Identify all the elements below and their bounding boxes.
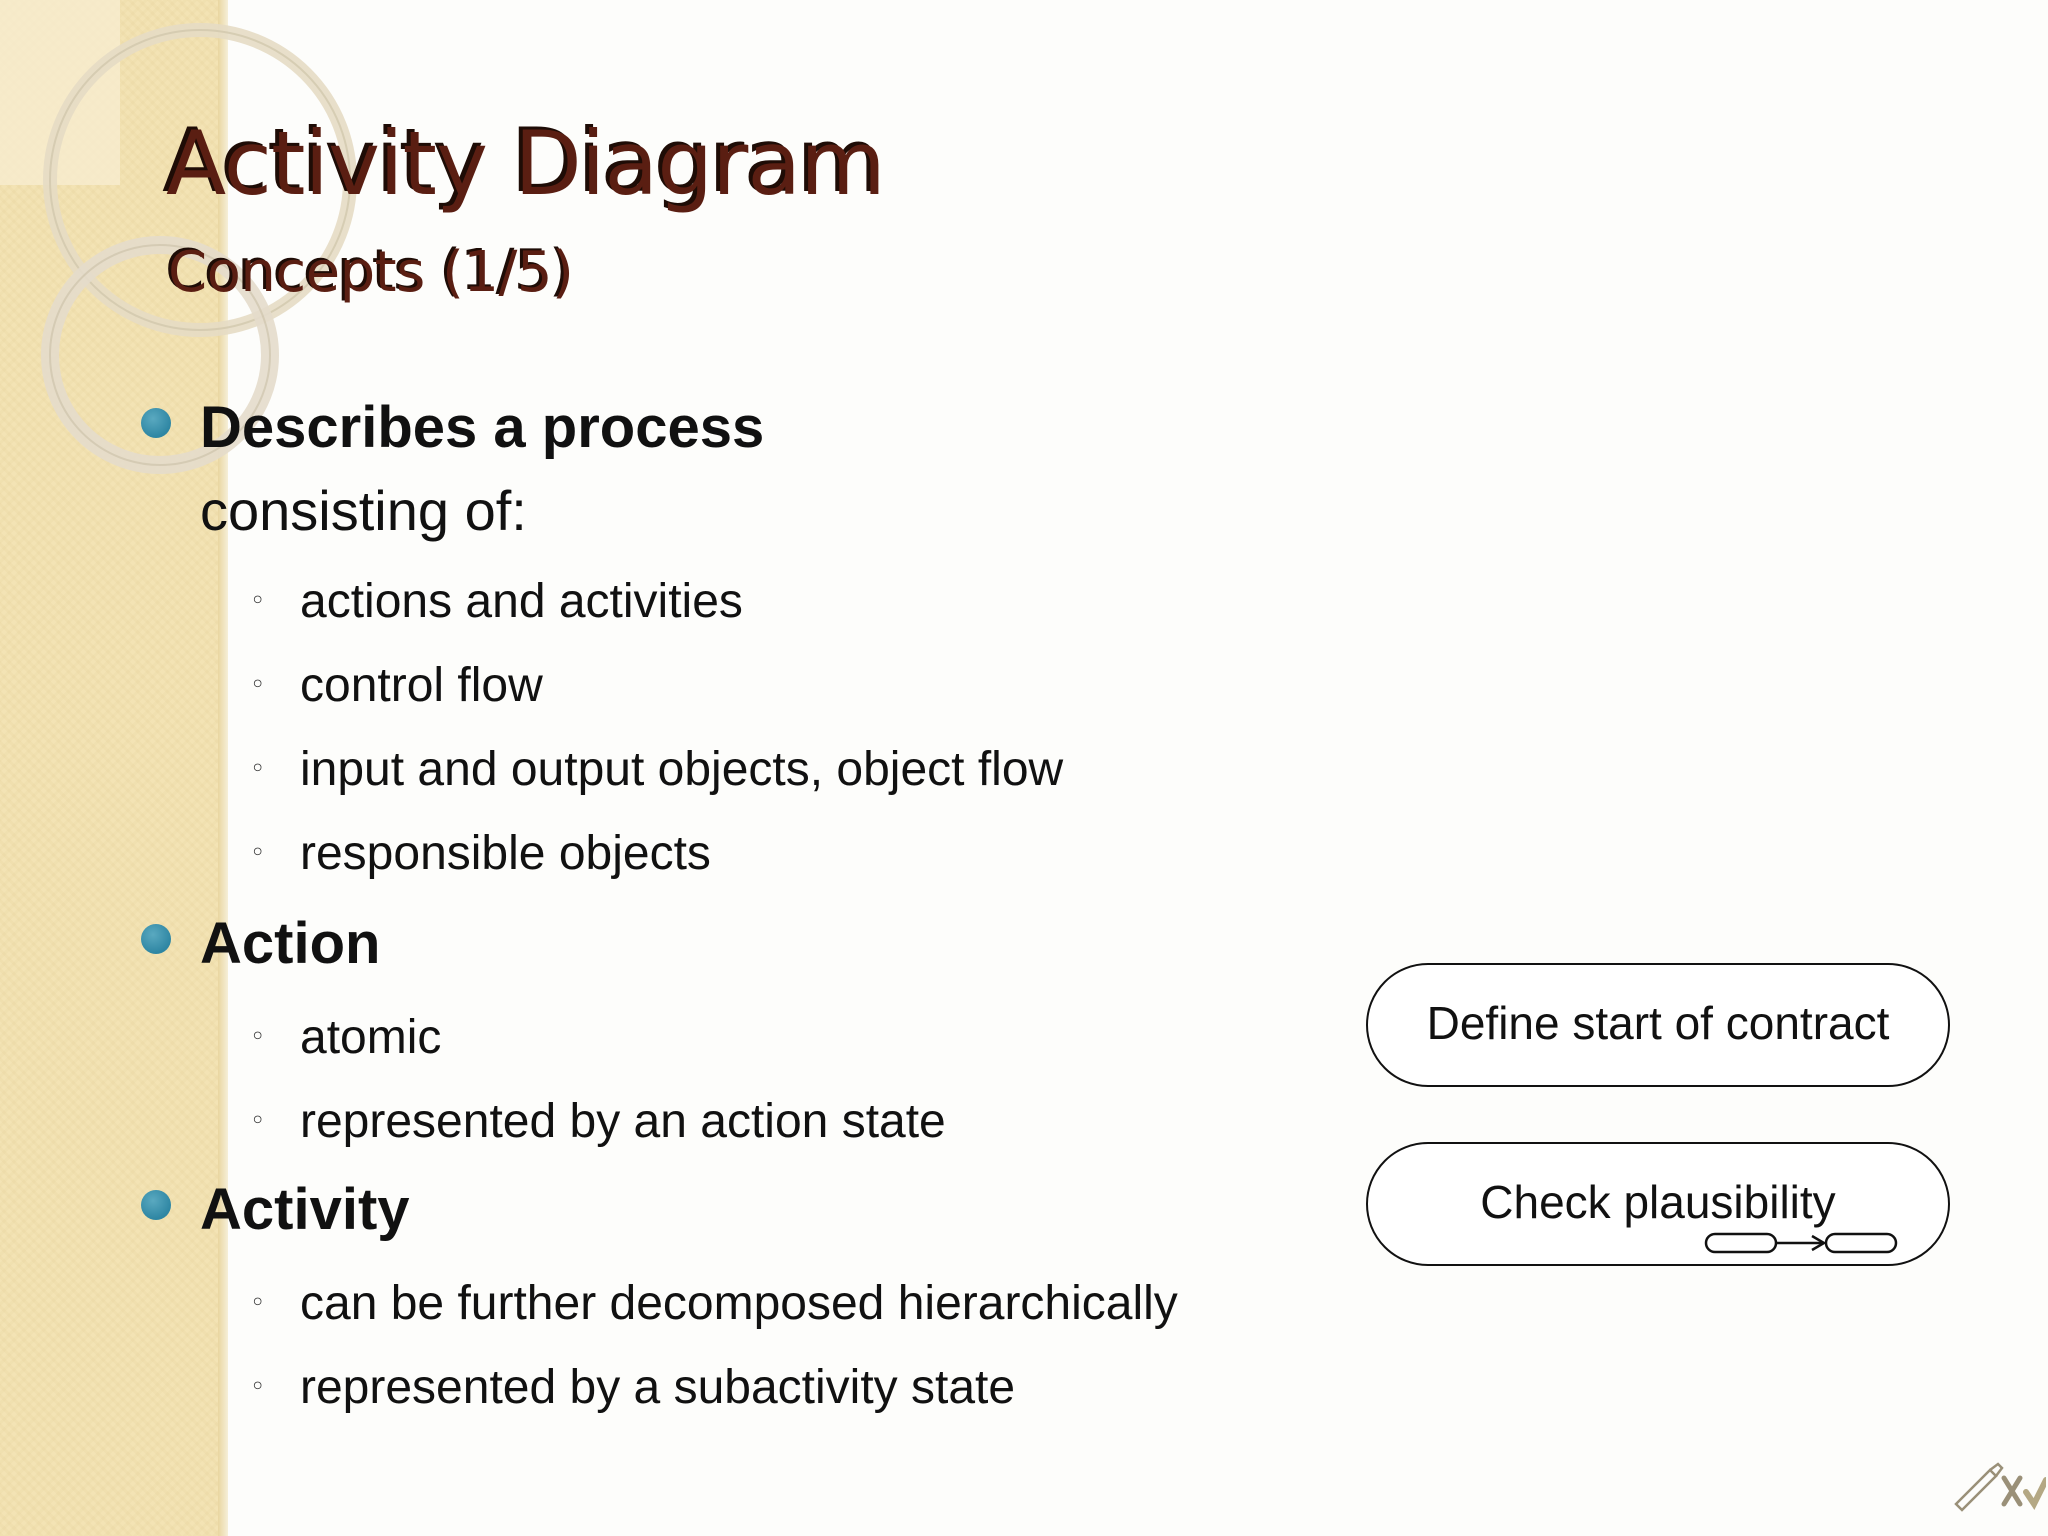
- bullet-heading-process: Describes a process: [200, 395, 765, 460]
- sub-bullet-marker: ◦: [250, 1372, 266, 1402]
- bullet-heading-action: Action: [200, 911, 381, 976]
- bullet-dot: [141, 924, 171, 954]
- sub-bullet-marker: ◦: [250, 1022, 266, 1052]
- sub-bullet-item: input and output objects, object flow: [300, 743, 1064, 796]
- sub-bullet-item: represented by an action state: [300, 1095, 946, 1148]
- sub-bullet-marker: ◦: [250, 1288, 266, 1318]
- bullet-dot: [141, 408, 171, 438]
- subactivity-state-label: Check plausibility: [1480, 1176, 1836, 1228]
- action-state-shape: [1366, 963, 1950, 1087]
- slide-subtitle: Concepts (1/5): [168, 240, 574, 305]
- bullet-dot: [141, 1190, 171, 1220]
- sub-bullet-item: responsible objects: [300, 827, 711, 880]
- slide-title: Activity Diagram: [166, 112, 885, 215]
- bullet-continuation: consisting of:: [200, 479, 527, 542]
- sub-bullet-marker: ◦: [250, 586, 266, 616]
- sub-bullet-marker: ◦: [250, 670, 266, 700]
- sub-bullet-item: actions and activities: [300, 575, 743, 628]
- sub-bullet-item: represented by a subactivity state: [300, 1361, 1016, 1414]
- sub-bullet-marker: ◦: [250, 1106, 266, 1136]
- action-state-label: Define start of contract: [1426, 997, 1890, 1049]
- sub-bullet-item: can be further decomposed hierarchically: [300, 1277, 1178, 1330]
- subactivity-state-shape: [1366, 1142, 1950, 1266]
- bullet-heading-activity: Activity: [200, 1177, 410, 1242]
- sub-bullet-item: control flow: [300, 659, 543, 712]
- subactivity-icon: [1704, 1228, 1904, 1258]
- sub-bullet-marker: ◦: [250, 754, 266, 784]
- pen-logo-icon: [1950, 1456, 2046, 1516]
- sub-bullet-item: atomic: [300, 1011, 442, 1064]
- sub-bullet-marker: ◦: [250, 838, 266, 868]
